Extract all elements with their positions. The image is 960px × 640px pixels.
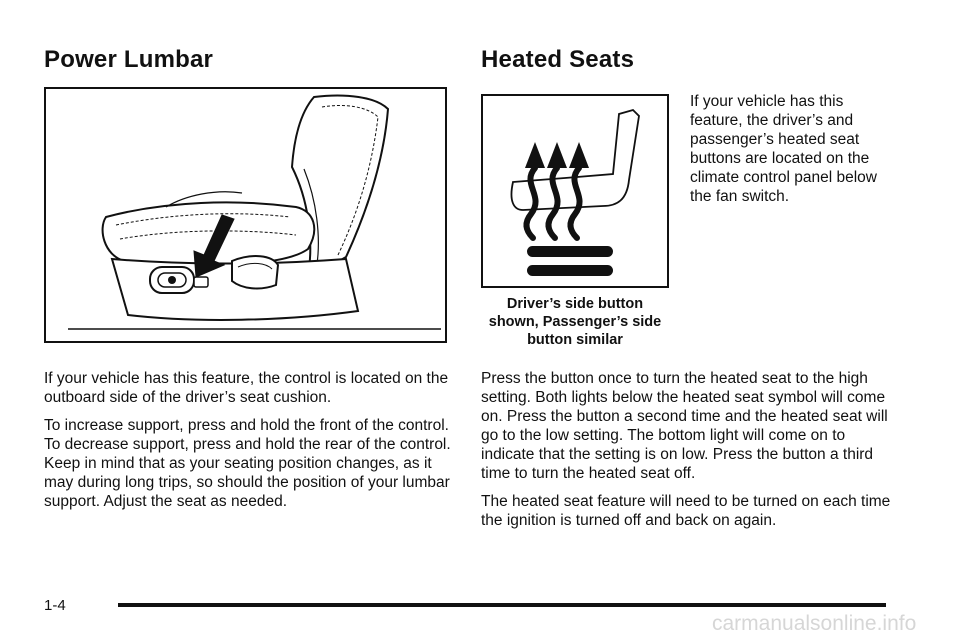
lumbar-seat-illustration [44, 87, 447, 343]
figure-caption: Driver’s side button shown, Passenger’s side button similar [488, 296, 662, 348]
heated-paragraph-1: Press the button once to turn the heated seat to the high setting. Both lights below the heated seat symbol will come on. Press the button a second time and the heated seat will go to the low setting. The bottom light will come on to indicate that the setting is on low. Press the button a third time to turn the heated seat off. [481, 370, 888, 482]
footer-rule [118, 603, 886, 607]
power-lumbar-heading: Power Lumbar [44, 46, 214, 73]
page-number: 1-4 [44, 597, 66, 614]
heated-paragraph-2: The heated seat feature will need to be turned on each time the ignition is turned off and back on again. [481, 493, 891, 529]
lumbar-description [44, 369, 454, 511]
heated-seats-intro: If your vehicle has this feature, the driver’s and passenger’s heated seat buttons are located on the climate control panel below the fan switch. [690, 93, 877, 205]
lumbar-paragraph-2: To increase support, press and hold the front of the control. To decrease support, press and hold the rear of the control. Keep in mind that as your seating position changes, as it may during long trips, so should the position of your lumbar support. Adjust the seat as needed. [44, 417, 451, 510]
watermark: carmanualsonline.info [712, 612, 917, 635]
heated-seat-icon [483, 96, 667, 286]
indicator-light-2 [527, 265, 613, 276]
heated-seats-heading: Heated Seats [481, 46, 635, 73]
indicator-light-1 [527, 246, 613, 257]
seat-drawing-icon [46, 89, 445, 341]
lumbar-paragraph-1: If your vehicle has this feature, the control is located on the outboard side of the driver’s seat cushion. [44, 370, 449, 406]
heated-seat-button-illustration [481, 94, 669, 288]
heated-seats-description [481, 369, 896, 530]
